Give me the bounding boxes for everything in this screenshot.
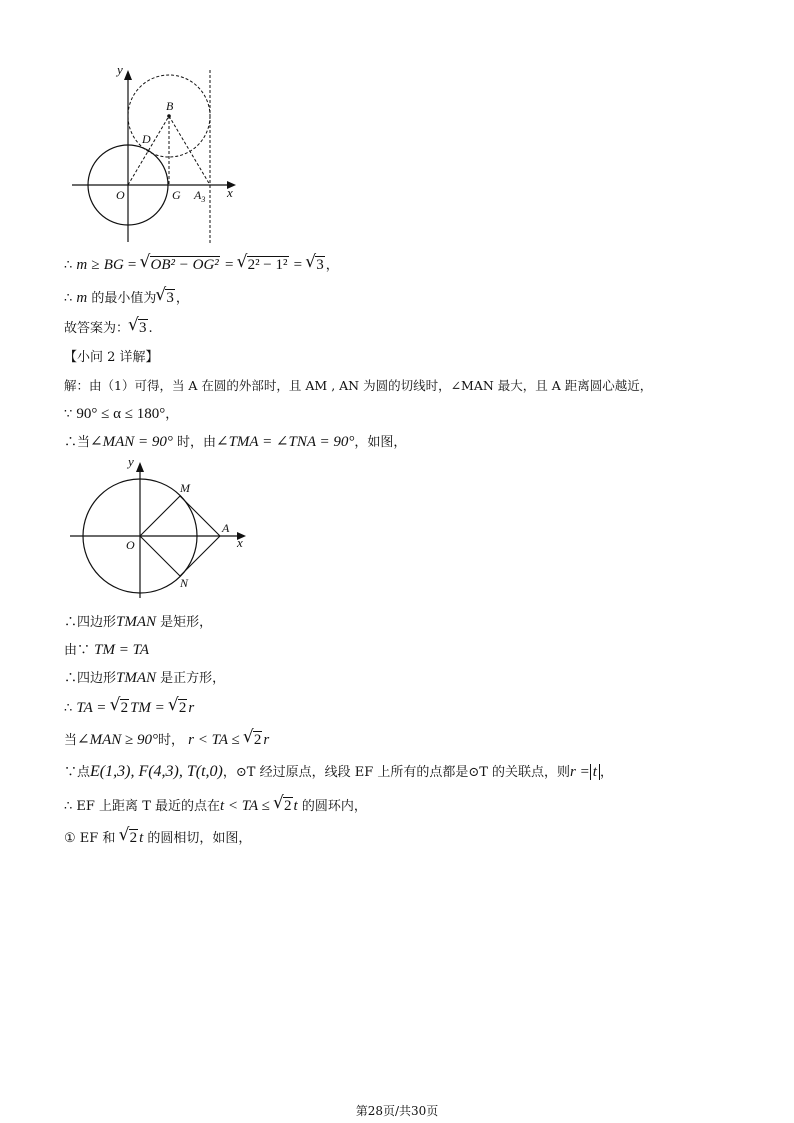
math: t < TA ≤ <box>220 798 270 814</box>
equals-sign: = <box>127 257 137 273</box>
punct: ， <box>175 291 189 306</box>
var-m: m <box>76 257 88 273</box>
text: EF 和 <box>75 831 116 846</box>
geq-sign: ≥ <box>91 257 100 273</box>
line-10 <box>64 668 225 689</box>
y-axis-arrow <box>136 462 144 472</box>
text: ∴四边形 <box>64 615 117 630</box>
math: r = <box>570 764 590 780</box>
line-13 <box>64 762 613 783</box>
text: 是矩形， <box>156 615 213 630</box>
line-15 <box>64 828 251 849</box>
line-5: 解：由（1）可得，当 A 在圆的外部时，且 AM , AN 为圆的切线时，∠MAN 最大，且 A 距离圆心越近， <box>64 378 653 393</box>
math-tm-ta: TM = TA <box>94 642 150 658</box>
label-y: y <box>128 456 134 469</box>
label-m: M <box>180 481 190 495</box>
radicand: 3 <box>316 257 324 273</box>
math-angle: ∠TMA = ∠TNA = 90° <box>216 434 355 450</box>
therefore-symbol: ∴ <box>64 701 73 716</box>
label-n: N <box>180 576 189 590</box>
equals-sign: = <box>224 257 234 273</box>
punct: ， <box>599 765 613 780</box>
math-tman: TMAN <box>116 670 157 686</box>
radicand: 2 <box>178 700 187 716</box>
sqrt-ob-og <box>141 255 220 275</box>
math: r < TA ≤ <box>188 732 240 748</box>
punct: ， <box>325 258 339 273</box>
punct: ， <box>165 407 179 422</box>
answer-label: 故答案为： <box>64 321 130 336</box>
figure-square-tangent <box>66 456 256 606</box>
because-symbol: ∵ <box>64 407 73 422</box>
text: 的圆相切，如图， <box>143 831 252 846</box>
abs-t: t <box>590 764 600 780</box>
var-bg: BG <box>103 257 124 273</box>
text: ∴当 <box>64 435 91 450</box>
text: ，如图， <box>354 435 407 450</box>
math-angle: ∠MAN ≥ 90° <box>77 732 158 748</box>
punct: . <box>148 321 153 336</box>
text: EF 上距离 T 最近的点在 <box>72 799 220 814</box>
sqrt-3 <box>156 288 175 308</box>
figure-circle-tangent <box>60 60 250 250</box>
sqrt-2 <box>244 730 263 750</box>
text: 时， <box>157 733 184 748</box>
math-tman: TMAN <box>116 614 157 630</box>
sqrt-2 <box>274 796 293 816</box>
radicand: 3 <box>166 290 174 306</box>
math-range: 90° ≤ α ≤ 180° <box>76 406 166 422</box>
label-a: A <box>222 521 230 535</box>
var-r: r <box>188 700 195 716</box>
line-2 <box>64 288 189 309</box>
line-14 <box>64 796 367 817</box>
label-x: x <box>237 535 243 550</box>
sqrt-2 <box>111 698 130 718</box>
radicand: 2 <box>120 700 129 716</box>
label-a3: $A_3$ <box>194 188 206 204</box>
text: 由∵ <box>64 643 91 658</box>
line-12 <box>64 730 269 751</box>
radicand: 2² − 1² <box>247 257 288 273</box>
radicand: 3 <box>139 320 147 336</box>
sqrt-3 <box>306 255 325 275</box>
segment-ob <box>128 116 169 185</box>
math: TM = <box>130 700 165 716</box>
sqrt-2 <box>120 828 139 848</box>
var-m: m <box>76 290 88 306</box>
label-b: B <box>166 99 174 113</box>
point-b <box>167 114 171 118</box>
y-axis-arrow <box>124 70 132 80</box>
therefore-symbol: ∴ <box>64 799 73 814</box>
text: 时，由 <box>172 435 217 450</box>
segment-ba3 <box>169 116 210 185</box>
text: 当 <box>64 733 78 748</box>
radicand: 2 <box>284 798 292 814</box>
line-11 <box>64 698 194 719</box>
sqrt-2 <box>169 698 188 718</box>
equals-sign: = <box>293 257 303 273</box>
line-3 <box>64 318 153 339</box>
label-o: O <box>116 188 125 202</box>
line-7 <box>64 432 406 453</box>
text: 的圆环内， <box>297 799 367 814</box>
radicand: 2 <box>253 732 262 748</box>
sqrt-3 <box>129 318 148 338</box>
label-g: G <box>172 188 181 202</box>
circled-number: ① <box>64 831 76 846</box>
text: ∴四边形 <box>64 671 117 686</box>
label-o: O <box>126 538 135 552</box>
line-1 <box>64 255 339 276</box>
label-x: x <box>227 185 233 200</box>
section-heading: 【小问 2 详解】 <box>64 350 159 365</box>
label-d: D <box>142 132 151 146</box>
var-r: r <box>263 732 270 748</box>
math-points: E(1,3), F(4,3), T(t,0) <box>90 763 223 780</box>
radicand: OB² − OG² <box>150 257 219 273</box>
var-t: t <box>139 830 144 846</box>
line-6 <box>64 404 178 425</box>
text: ∵点 <box>64 765 91 780</box>
text: 的最小值为 <box>87 291 157 306</box>
var-t: t <box>293 798 298 814</box>
therefore-symbol: ∴ <box>64 258 73 273</box>
text: 是正方形， <box>156 671 226 686</box>
text: ，⊙T 经过原点，线段 EF 上所有的点都是⊙T 的关联点，则 <box>222 765 571 780</box>
sqrt-numeric <box>238 255 289 275</box>
line-8 <box>64 612 212 633</box>
therefore-symbol: ∴ <box>64 291 73 306</box>
line-9 <box>64 640 149 661</box>
math: TA = <box>76 700 107 716</box>
label-y: y <box>117 62 123 77</box>
math-angle: ∠MAN = 90° <box>90 434 173 450</box>
page-footer: 第28页/共30页 <box>355 1104 439 1118</box>
radicand: 2 <box>129 830 138 846</box>
